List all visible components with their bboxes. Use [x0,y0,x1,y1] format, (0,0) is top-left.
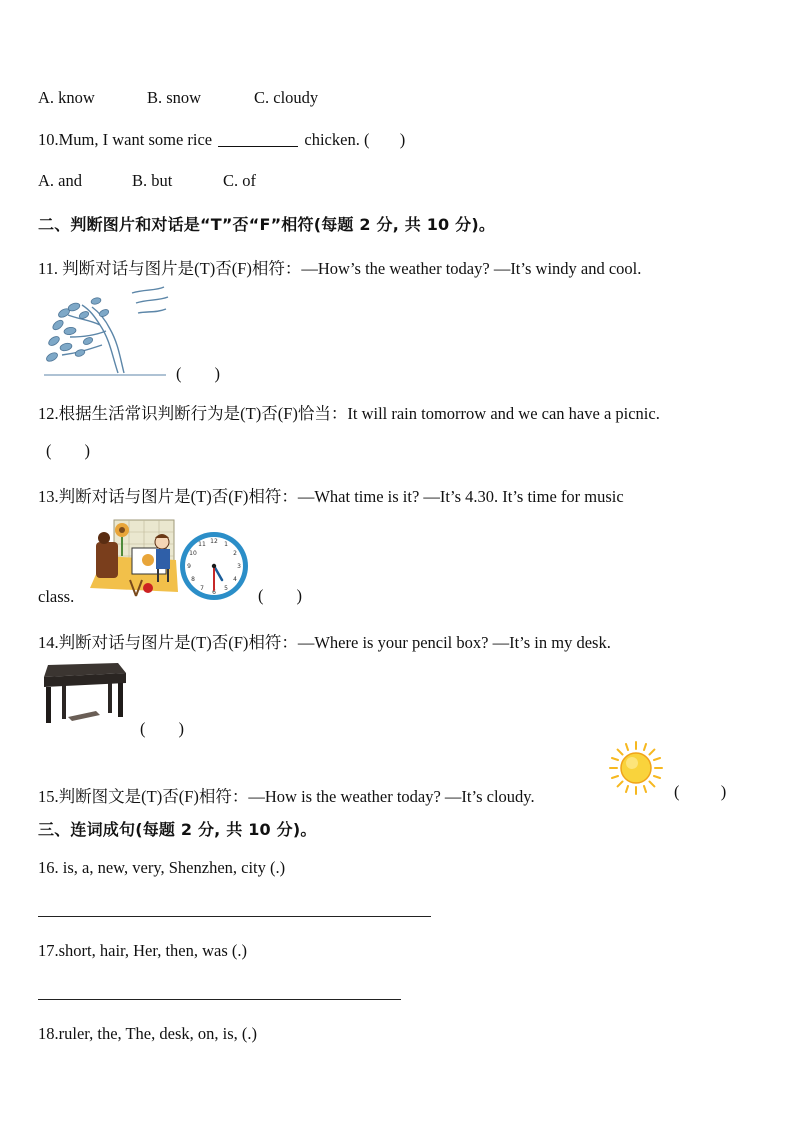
q15-answer-paren[interactable]: ( ) [674,782,727,801]
q10-blank[interactable] [218,132,298,147]
windy-tree-image [40,285,170,377]
svg-text:3: 3 [237,563,241,570]
q12-text: 12.根据生活常识判断行为是(T)否(F)恰当：It will rain tomorrow and we can have a picnic. [38,404,660,423]
svg-text:5: 5 [224,585,228,592]
q9-option-b: B. snow [147,88,202,107]
q10-text-after: chicken. ( [304,130,370,149]
q10-option-b: B. but [132,171,173,190]
q10-close-paren: ) [399,130,406,149]
svg-text:11: 11 [198,541,206,548]
q17-text: 17.short, hair, Her, then, was (.) [38,941,247,960]
svg-text:2: 2 [233,550,237,557]
svg-text:1: 1 [224,541,228,548]
svg-text:6: 6 [212,589,216,596]
q18-text: 18.ruler, the, The, desk, on, is, (.) [38,1024,257,1043]
section-3-title: 三、连词成句(每题 2 分, 共 10 分)。 [38,820,317,839]
q10-text-before: 10.Mum, I want some rice [38,130,213,149]
q15-text: 15.判断图文是(T)否(F)相符：—How is the weather today? —It’s cloudy. [38,787,535,806]
q10-option-a: A. and [38,171,82,190]
clock-image [178,530,250,602]
q11-answer-paren[interactable]: ( ) [176,364,220,383]
svg-text:7: 7 [200,585,204,592]
desk-image [38,659,130,729]
q13-answer-paren[interactable]: ( ) [258,586,302,605]
q9-option-c: C. cloudy [254,88,319,107]
q17-answer-line[interactable] [38,999,401,1000]
q13-text-cont: class. [38,587,75,606]
svg-text:10: 10 [189,550,197,557]
q12-answer-paren[interactable]: ( ) [46,441,90,460]
svg-text:9: 9 [187,563,191,570]
svg-text:4: 4 [233,576,237,583]
q16-text: 16. is, a, new, very, Shenzhen, city (.) [38,858,286,877]
sun-image [608,740,664,796]
q10-option-c: C. of [223,171,256,190]
music-class-image [84,516,180,602]
q14-answer-paren[interactable]: ( ) [140,719,184,738]
q10-question [38,130,405,150]
section-2-title: 二、判断图片和对话是“T”否“F”相符(每题 2 分, 共 10 分)。 [38,215,496,234]
q14-text: 14.判断对话与图片是(T)否(F)相符：—Where is your pencil box? —It’s in my desk. [38,633,611,652]
q9-option-a: A. know [38,88,95,107]
q16-answer-line[interactable] [38,916,431,917]
q11-text: 11. 判断对话与图片是(T)否(F)相符：—How’s the weather today? —It’s windy and cool. [38,259,642,278]
q13-text: 13.判断对话与图片是(T)否(F)相符：—What time is it? —It’s 4.30. It’s time for music [38,487,624,506]
svg-text:8: 8 [191,576,195,583]
svg-text:12: 12 [210,538,218,545]
